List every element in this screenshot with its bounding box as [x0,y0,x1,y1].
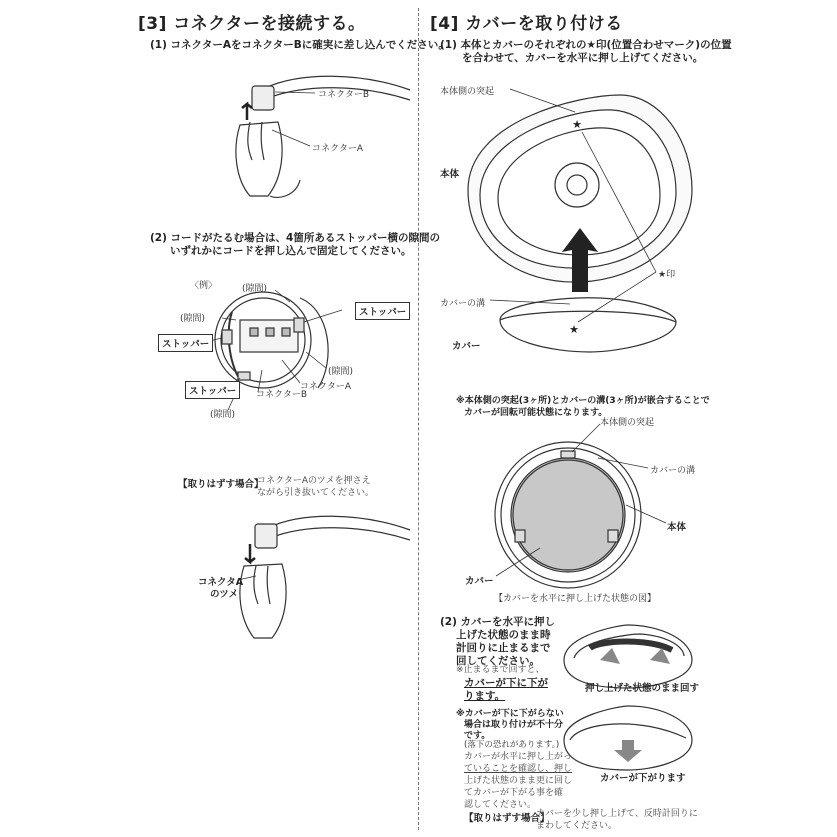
rotate-illustration [564,625,692,688]
cover-align-illustration [468,95,692,352]
body-label: 本体 [440,169,460,180]
section4-removal-text-2: まわしてください。 [536,821,618,831]
section3-step2-line2: いずれかにコードを押し込んで固定してください。 [170,245,412,257]
section4-step2-line4: 回してください。 [456,655,540,667]
example-label: 〈例〉 [190,281,218,291]
step2-note-2: カバーが下に下が [464,677,548,689]
gap-label-3: (隙間) [328,367,354,377]
warn-5: カバーが水平に押し上がっ [464,752,573,762]
top-groove-label: カバーの溝 [650,466,696,476]
connector-remove-illustration [240,516,410,638]
fit-note-line2: カバーが回転可能状態になります。 [464,408,608,418]
warn-2: 場合は取り付けが不十分 [464,720,564,730]
stopper-label-2: ストッパー [158,334,213,352]
section4-step2-line1: (2) カバーを水平に押し [440,616,556,628]
warn-6: ていることを確認し、押し [464,764,573,774]
section4-step2-line2: 上げた状態のまま時 [456,629,551,641]
star-mark-label: ★印 [658,270,676,280]
star-mark-icon: ★ [572,118,582,131]
removal-text-1: コネクターAのツメを押さえ [257,476,371,486]
fit-note-line1: ※本体側の突起(3ヶ所)とカバーの溝(3ヶ所)が嵌合することで [456,396,710,406]
warn-7: 上げた状態のまま更に回し [464,776,573,786]
cover-label: カバー [452,341,481,352]
top-body-label: 本体 [667,522,687,533]
warn-3: です。 [464,731,491,741]
section3-title: [3] コネクターを接続する。 [138,14,366,34]
removal-box: 【取りはずす場合】 [178,479,264,490]
warn-4: (落下の恐れがあります。) [464,740,560,750]
section3-step2-line1: (2) コードがたるむ場合は、4箇所あるストッパー横の隙間の [150,232,441,244]
top-view-caption: 【カバーを水平に押し上げた状態の図】 [494,594,657,604]
claw-label-2: のツメ [210,589,239,600]
warn-9: 認してください。 [464,800,537,810]
stopper-example-illustration [215,292,328,388]
step2-note-1: ※止まるまで回すと、 [456,665,545,675]
body-protrusion-label: 本体側の突起 [440,87,495,97]
gap-label-2: (隙間) [180,314,206,324]
step2-note-3: ります。 [464,690,506,702]
up-arrow-icon [242,104,252,120]
rotate-caption: 押し上げた状態のまま回す [585,683,700,694]
star-mark-icon: ★ [569,323,579,336]
connector-a-label: コネクターA [312,144,363,154]
warn-8: てカバーが下がる事を確 [464,788,564,798]
top-cover-label: カバー [465,576,494,587]
section3-step1: (1) コネクターAをコネクターBに確実に差し込んでください。 [150,39,449,51]
stopper-label-1: ストッパー [355,302,410,320]
top-view-illustration [495,442,641,588]
section4-removal-box: 【取りはずす場合】 [464,813,550,824]
example-connector-a-label: コネクターA [300,382,351,392]
section4-title: [4] カバーを取り付ける [430,14,623,34]
down-caption: カバーが下がります [600,773,686,784]
warn-1: ※カバーが下に下がらない [456,709,564,719]
connector-b-label: コネクターB [318,90,369,100]
gap-label-4: (隙間) [210,410,236,420]
stopper-label-3: ストッパー [185,381,240,399]
example-connector-b-label: コネクターB [256,390,307,400]
down-arrow-icon [245,544,255,562]
gap-label-1: (隙間) [242,284,268,294]
removal-text-2: ながら引き抜いてください。 [257,488,375,498]
top-protrusion-label: 本体側の突起 [600,418,655,428]
cover-groove-label: カバーの溝 [440,299,486,309]
section4-removal-text-1: カバーを少し押し上げて、反時計回りに [536,809,698,819]
section4-step1-line2: を合わせて、カバーを水平に押し上げてください。 [462,52,704,64]
section4-step1-line1: (1) 本体とカバーのそれぞれの★印(位置合わせマーク)の位置 [440,39,732,51]
claw-label-1: コネクタA [198,577,244,588]
section4-step2-line3: 計回りに止まるまで [456,642,551,654]
